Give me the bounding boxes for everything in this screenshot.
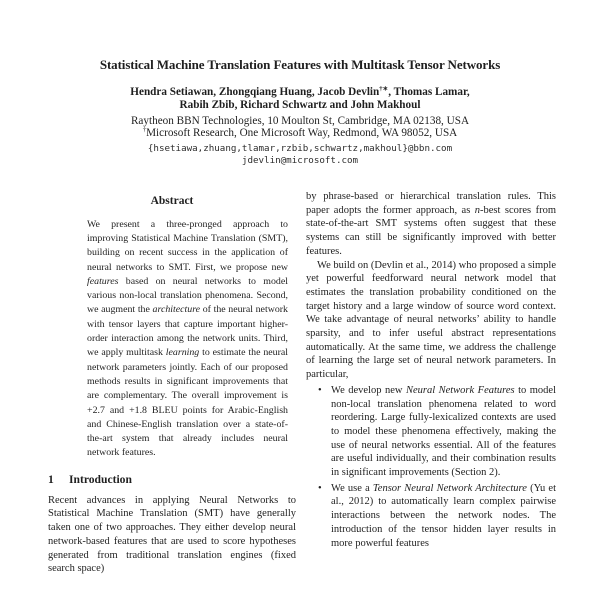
contribution-list [306,384,556,550]
bullet-tensor-architecture [318,482,557,551]
section-1-title: Introduction [69,472,132,486]
bullet-tensor-architecture-text: We use a Tensor Neural Network Architecture (Yu et al., 2012) to automatically learn complex pairwise interactions between the network nodes. The introduction of the tensor hidden layer results in more powerful features [331,482,557,549]
right-column [306,190,556,576]
email-block [0,143,600,167]
two-column-body [48,190,556,576]
right-paragraph-2: We build on (Devlin et al., 2014) who proposed a simple yet powerful feedforward neural network model that estimates the translation probability conditioned on the target history and a large window of source word context. We take advantage of neural networks’ ability to handle sparsity, and to infer useful abstract representations automatically. At the same time, we address the challenge of learning the large set of neural network parameters. In particular, [306,259,556,381]
authors-line-1: Hendra Setiawan, Zhongqiang Huang, Jacob Devlin†∗, Thomas Lamar, [130,85,470,98]
paper-header [0,57,600,167]
right-paragraph-1: by phrase-based or hierarchical translation rules. This paper adopts the former approach, as n-best scores from state-of-the-art SMT systems often suggest that these systems can still be significantly improved with better features. [306,191,557,257]
left-column [48,190,296,576]
bullet-icon: • [318,482,322,494]
paper-title: Statistical Machine Translation Features with Multitask Tensor Networks [99,57,501,72]
author-block [0,86,600,113]
authors-line-2: Rabih Zbib, Richard Schwartz and John Makhoul [179,99,421,112]
section-1-heading [48,473,296,487]
section-1-number: 1 [48,472,54,486]
bullet-icon: • [318,384,322,396]
bullet-neural-network-features-text: We develop new Neural Network Features to model non-local translation phenomena related to word reordering. Large fully-lexicalized contexts are used to model these phenomena effectively, making the use of neural networks essential. All of the features are useful individually, and their combination results in significant improvements (Section 2). [331,384,556,479]
affiliation-microsoft: †Microsoft Research, One Microsoft Way, Redmond, WA 98052, USA [142,126,458,140]
abstract-heading: Abstract [150,195,194,207]
abstract-text: We present a three-pronged approach to improving Statistical Machine Translation (SMT), building on recent success in the application of neural networks to SMT. First, we propose new features based on neural networks to model various non-local translation phenomena. Second, we augment the architecture of the neural network with tensor layers that capture important higher-order interaction among the network units. Third, we apply multitask learning to estimate the neural network parameters jointly. Each of our proposed methods results in significant improvements that are complementary. The overall improvement is +2.7 and +1.8 BLEU points for Arabic-English and Chinese-English translation over a state-of-the-art system that already includes neural network features. [87,218,288,459]
affiliation-bbn: Raytheon BBN Technologies, 10 Moulton St, Cambridge, MA 02138, USA [130,114,470,127]
intro-paragraph: Recent advances in applying Neural Networks to Statistical Machine Translation (SMT) have generally taken one of two approaches. They either develop neural network-based features that are used to score hypotheses generated from traditional translation engines (fixed search space) [48,494,296,575]
email-bbn: {hsetiawa,zhuang,tlamar,rzbib,schwartz,makhoul}@bbn.com [147,143,453,154]
bullet-neural-network-features [318,384,556,480]
email-microsoft: jdevlin@microsoft.com [241,155,359,166]
affiliation-block [0,115,600,140]
